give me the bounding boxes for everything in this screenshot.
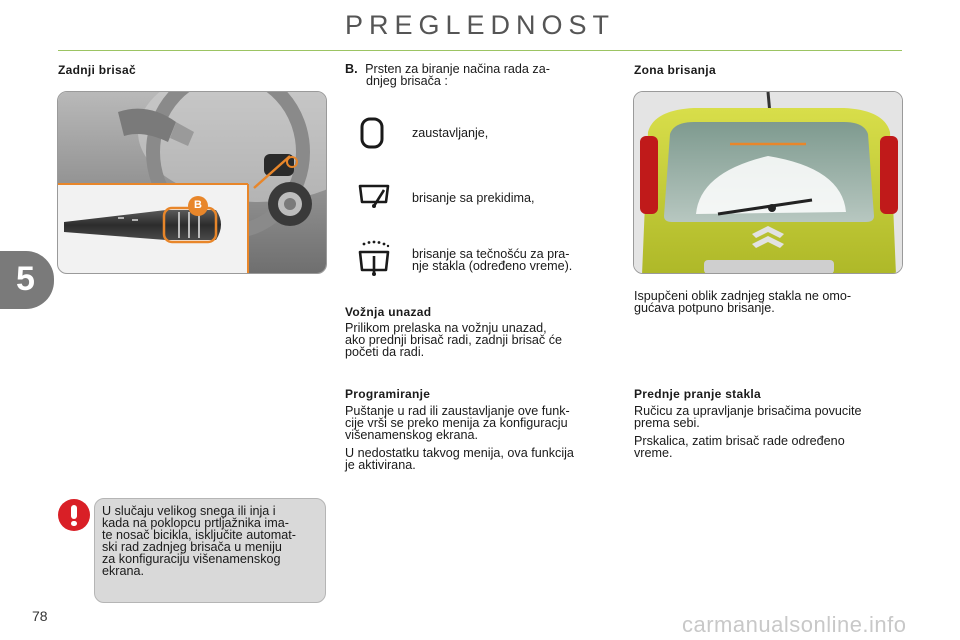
wiper-stalk-photo: [57, 91, 327, 274]
chapter-number: 5: [16, 260, 35, 298]
programming-p2-line1: U nedostatku takvog menija, ova funkcija: [345, 446, 574, 460]
rear-wiper-heading: Zadnji brisač: [58, 63, 136, 77]
warning-line: te nosač bicikla, isključite automat-: [102, 528, 296, 542]
ring-intro-line2: dnjeg brisača :: [366, 74, 448, 88]
rear-wiper-off-icon: [358, 116, 388, 155]
reverse-heading: Vožnja unazad: [345, 305, 432, 319]
page-title: PREGLEDNOST: [344, 10, 616, 40]
warning-line: U slučaju velikog snega ili inja i: [102, 504, 276, 518]
chapter-tab: [0, 251, 54, 309]
reverse-line3: početi da radi.: [345, 345, 425, 359]
rear-wiper-intermittent-icon: [356, 180, 392, 217]
reverse-line2: ako prednji brisač radi, zadnji brisač će: [345, 333, 562, 347]
front-wash-heading: Prednje pranje stakla: [634, 387, 762, 401]
programming-p2-line2: je aktivirana.: [345, 458, 416, 472]
warning-line: ski rad zadnjeg brisača u meniju: [102, 540, 282, 554]
mode-washer-line1: brisanje sa tečnošću za pra-: [412, 247, 570, 261]
warning-icon: [58, 499, 90, 531]
mode-washer-line2: nje stakla (određeno vreme).: [412, 259, 573, 273]
warning-line: ekrana.: [102, 564, 145, 578]
programming-heading: Programiranje: [345, 387, 431, 401]
programming-p1-line2: cije vrši se preko menija za konfiguracju: [345, 416, 568, 430]
warning-text: [102, 505, 322, 577]
front-wash-p1-line1: Ručicu za upravljanje brisačima povucite: [634, 404, 862, 418]
watermark: carmanualsonline.info: [682, 612, 907, 637]
page-number: 78: [32, 608, 48, 624]
ring-intro-label: B.: [345, 62, 358, 76]
rear-window-photo: [633, 91, 903, 274]
ring-intro-line1: Prsten za biranje načina rada za-: [365, 62, 550, 76]
header-rule: [58, 50, 902, 51]
front-wash-p1-line2: prema sebi.: [634, 416, 700, 430]
rear-wiper-washer-icon: [356, 240, 392, 285]
warning-line: kada na poklopcu prtljažnika ima-: [102, 516, 289, 530]
wipe-zone-caption-line1: Ispupčeni oblik zadnjeg stakla ne omo-: [634, 289, 852, 303]
mode-off-text: zaustavljanje,: [412, 126, 489, 140]
wipe-zone-caption-line2: gućava potpuno brisanje.: [634, 301, 775, 315]
reverse-line1: Prilikom prelaska na vožnju unazad,: [345, 321, 547, 335]
programming-p1-line3: višenamenskog ekrana.: [345, 428, 479, 442]
mode-intermittent-text: brisanje sa prekidima,: [412, 191, 535, 205]
warning-line: za konfiguraciju višenamenskog: [102, 552, 281, 566]
wipe-zone-heading: Zona brisanja: [634, 63, 716, 77]
callout-b: B: [194, 199, 202, 211]
programming-p1-line1: Puštanje u rad ili zaustavljanje ove funk-: [345, 404, 570, 418]
front-wash-p2-line2: vreme.: [634, 446, 673, 460]
front-wash-p2-line1: Prskalica, zatim brisač rade određeno: [634, 434, 845, 448]
